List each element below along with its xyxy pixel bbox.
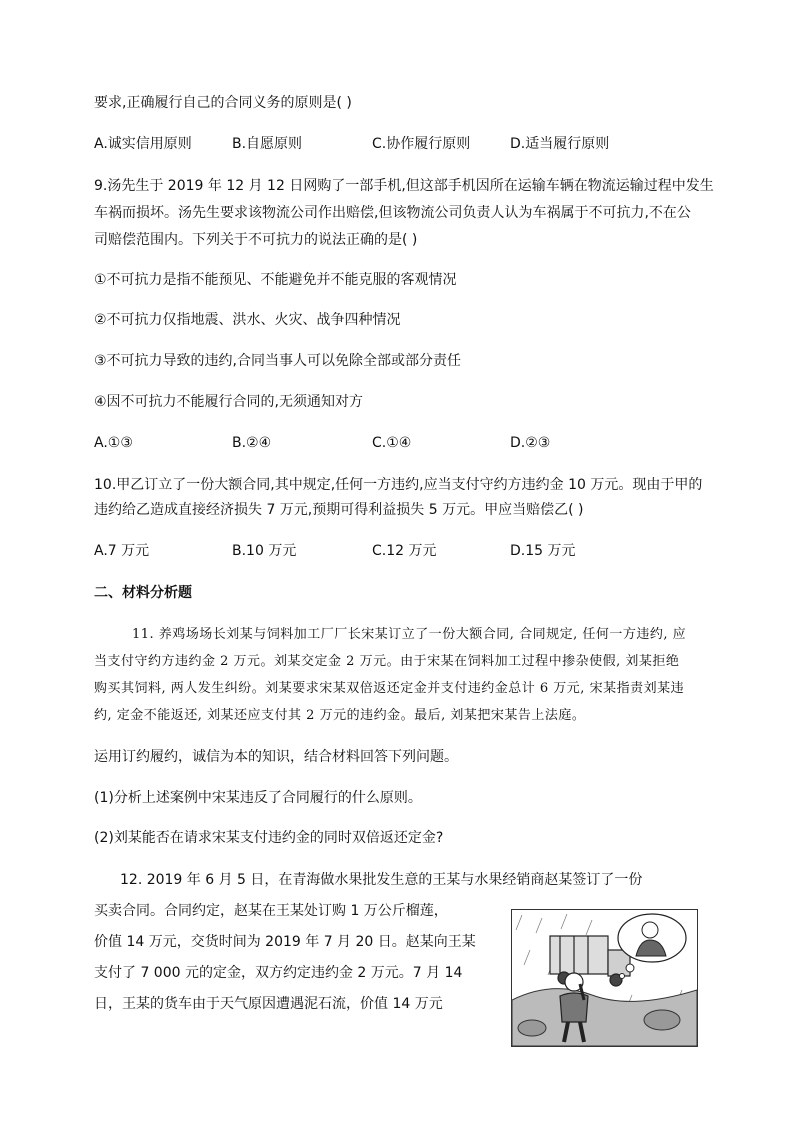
q9-statement-3: ③不可抗力导致的违约,合同当事人可以免除全部或部分责任 <box>94 353 461 369</box>
q9-statement-4: ④因不可抗力不能履行合同的,无须通知对方 <box>94 394 363 410</box>
q10-line-1: 10.甲乙订立了一份大额合同,其中规定,任何一方违约,应当支付守约方违约金 10 万元。现由于甲的 <box>94 477 703 493</box>
q10-option-a: A.7 万元 <box>94 543 150 559</box>
q9-option-d: D.②③ <box>510 435 551 451</box>
q9-statement-1: ①不可抗力是指不能预见、不能避免并不能克服的客观情况 <box>94 272 457 288</box>
mudslide-illustration-drawing <box>512 910 697 1046</box>
q9-line-2: 车祸而损坏。汤先生要求该物流公司作出赔偿,但该物流公司负责人认为车祸属于不可抗力,不在公 <box>94 205 691 221</box>
q9-line-3: 司赔偿范围内。下列关于不可抗力的说法正确的是( ) <box>94 232 418 248</box>
q9-line-1: 9.汤先生于 2019 年 12 月 12 日网购了一部手机,但这部手机因所在运输车辆在物流运输过程中发生 <box>94 178 714 194</box>
q11-material-line-3: 购买其饲料, 两人发生纠纷。刘某要求宋某双倍返还定金并支付违约金总计 6 万元, 宋某指责刘某违 <box>94 681 685 696</box>
q10-option-b: B.10 万元 <box>232 543 297 559</box>
q9-option-c: C.①④ <box>372 435 412 451</box>
q8-option-a: A.诚实信用原则 <box>94 136 192 152</box>
q11-material-line-2: 当支付守约方违约金 2 万元。刘某交定金 2 万元。由于宋某在饲料加工过程中掺杂使假, 刘某拒绝 <box>94 654 680 669</box>
q12-line-2: 买卖合同。合同约定，赵某在王某处订购 1 万公斤榴莲， <box>94 903 448 919</box>
q8-stem: 要求,正确履行自己的合同义务的原则是( ) <box>94 95 352 111</box>
q8-option-d: D.适当履行原则 <box>510 136 610 152</box>
q11-question-2: (2)刘某能否在请求宋某支付违约金的同时双倍返还定金? <box>94 830 444 846</box>
q10-option-c: C.12 万元 <box>372 543 437 559</box>
section-heading: 二、材料分析题 <box>94 585 192 601</box>
q10-option-d: D.15 万元 <box>510 543 576 559</box>
q8-option-b: B.自愿原则 <box>232 136 303 152</box>
q11-material-line-1: 11. 养鸡场场长刘某与饲料加工厂厂长宋某订立了一份大额合同, 合同规定, 任何一方违约, 应 <box>132 627 687 642</box>
q11-material-line-4: 约, 定金不能返还, 刘某还应支付其 2 万元的违约金。最后, 刘某把宋某告上法庭。 <box>94 708 586 723</box>
q12-line-5: 日，王某的货车由于天气原因遭遇泥石流，价值 14 万元 <box>94 996 443 1012</box>
q11-prompt: 运用订约履约，诚信为本的知识，结合材料回答下列问题。 <box>94 749 458 765</box>
q10-line-2: 违约给乙造成直接经济损失 7 万元,预期可得利益损失 5 万元。甲应当赔偿乙( ) <box>94 502 584 518</box>
q9-option-b: B.②④ <box>232 435 272 451</box>
q12-line-3: 价值 14 万元，交货时间为 2019 年 7 月 20 日。赵某向王某 <box>94 934 476 950</box>
q9-statement-2: ②不可抗力仅指地震、洪水、火灾、战争四种情况 <box>94 312 401 328</box>
q8-option-c: C.协作履行原则 <box>372 136 471 152</box>
q9-option-a: A.①③ <box>94 435 133 451</box>
mudslide-illustration <box>511 909 698 1047</box>
q11-question-1: (1)分析上述案例中宋某违反了合同履行的什么原则。 <box>94 790 422 806</box>
q12-line-1: 12. 2019 年 6 月 5 日，在青海做水果批发生意的王某与水果经销商赵某签订了一份 <box>120 872 643 888</box>
q12-line-4: 支付了 7 000 元的定金，双方约定违约金 2 万元。7 月 14 <box>94 965 463 981</box>
